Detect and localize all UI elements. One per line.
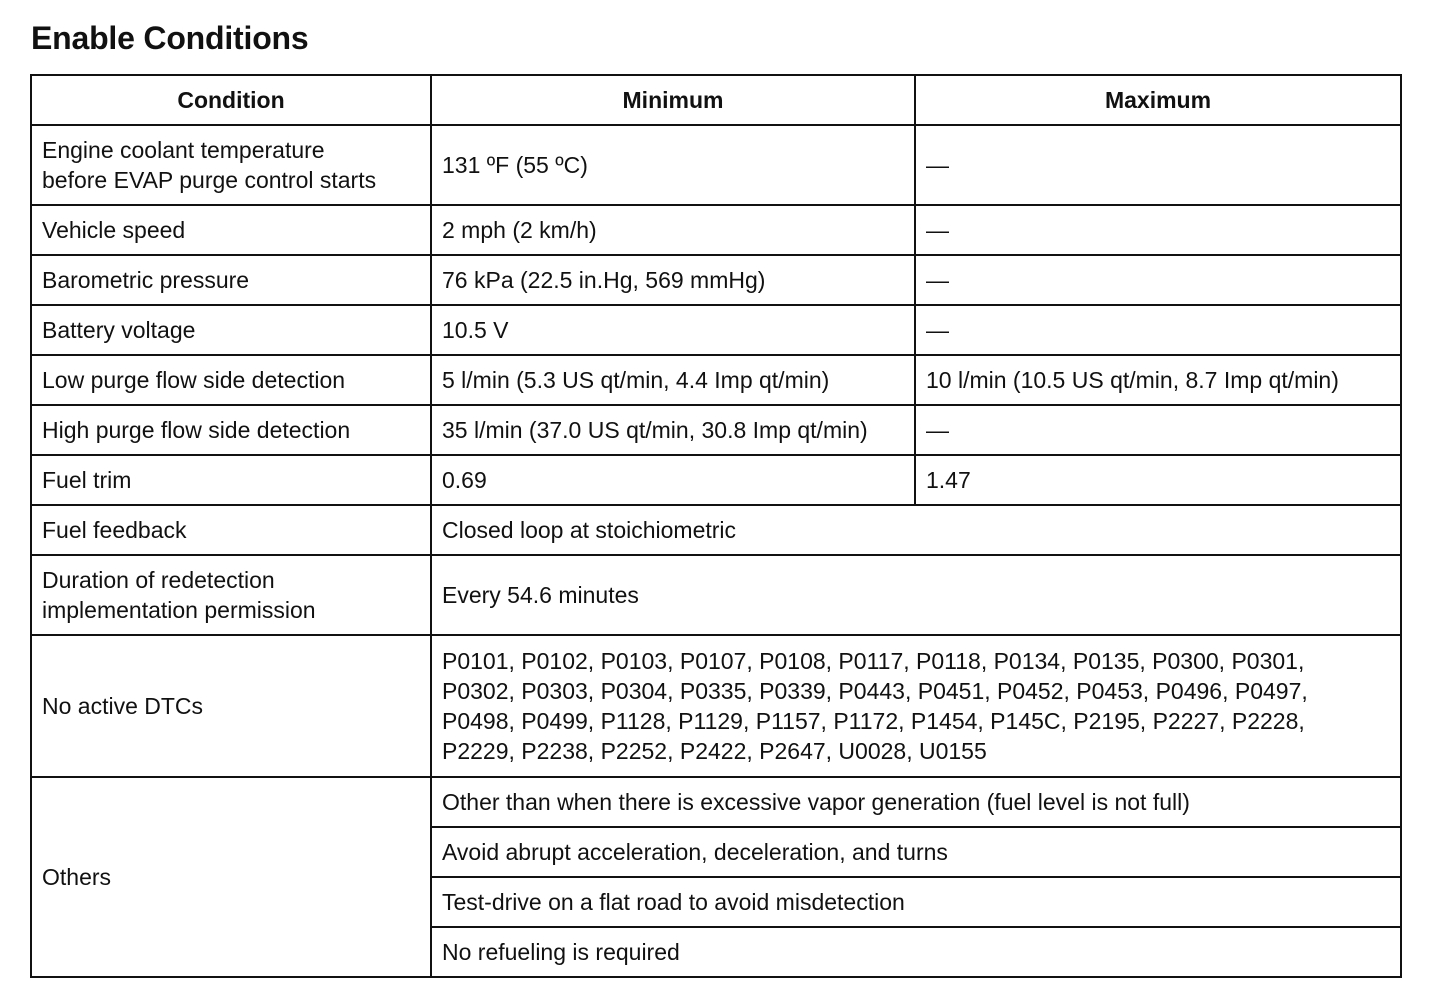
dtc-line: P0101, P0102, P0103, P0107, P0108, P0117, P0118, P0134, P0135, P0300, P0301, (442, 648, 1305, 674)
condition-line: Duration of redetection (42, 567, 275, 593)
condition-cell (31, 125, 431, 205)
minimum-cell: 2 mph (2 km/h) (431, 205, 915, 255)
table-row (31, 555, 1401, 635)
minimum-cell: 76 kPa (22.5 in.Hg, 569 mmHg) (431, 255, 915, 305)
condition-cell: Low purge flow side detection (31, 355, 431, 405)
table-row (31, 777, 1401, 827)
condition-cell: No active DTCs (31, 635, 431, 777)
maximum-cell: — (915, 255, 1401, 305)
dtc-line: P0498, P0499, P1128, P1129, P1157, P1172, P1454, P145C, P2195, P2227, P2228, (442, 708, 1305, 734)
table-row (31, 205, 1401, 255)
condition-cell (31, 555, 431, 635)
maximum-cell: — (915, 125, 1401, 205)
maximum-cell: — (915, 305, 1401, 355)
dtc-line: P0302, P0303, P0304, P0335, P0339, P0443, P0451, P0452, P0453, P0496, P0497, (442, 678, 1308, 704)
table-row (31, 505, 1401, 555)
value-cell: Every 54.6 minutes (431, 555, 1401, 635)
others-item: Test-drive on a flat road to avoid misdetection (431, 877, 1401, 927)
condition-cell: High purge flow side detection (31, 405, 431, 455)
condition-line: Engine coolant temperature (42, 137, 325, 163)
minimum-cell: 131 ºF (55 ºC) (431, 125, 915, 205)
others-item: Other than when there is excessive vapor generation (fuel level is not full) (431, 777, 1401, 827)
page-title: Enable Conditions (31, 20, 309, 56)
table-row (31, 355, 1401, 405)
condition-line: implementation permission (42, 597, 316, 623)
condition-cell: Others (31, 777, 431, 977)
header-maximum: Maximum (915, 75, 1401, 125)
table-row (31, 255, 1401, 305)
dtc-list-cell (431, 635, 1401, 777)
condition-cell: Fuel feedback (31, 505, 431, 555)
minimum-cell: 0.69 (431, 455, 915, 505)
header-condition: Condition (31, 75, 431, 125)
table-row (31, 635, 1401, 777)
maximum-cell: 1.47 (915, 455, 1401, 505)
condition-cell: Vehicle speed (31, 205, 431, 255)
condition-cell: Fuel trim (31, 455, 431, 505)
condition-cell: Barometric pressure (31, 255, 431, 305)
value-cell: Closed loop at stoichiometric (431, 505, 1401, 555)
table-row (31, 405, 1401, 455)
others-item: No refueling is required (431, 927, 1401, 977)
table-row (31, 125, 1401, 205)
enable-conditions-table (30, 74, 1402, 978)
header-minimum: Minimum (431, 75, 915, 125)
maximum-cell: — (915, 205, 1401, 255)
minimum-cell: 10.5 V (431, 305, 915, 355)
minimum-cell: 5 l/min (5.3 US qt/min, 4.4 Imp qt/min) (431, 355, 915, 405)
maximum-cell: 10 l/min (10.5 US qt/min, 8.7 Imp qt/min) (915, 355, 1401, 405)
dtc-line: P2229, P2238, P2252, P2422, P2647, U0028, U0155 (442, 738, 987, 764)
table-row (31, 455, 1401, 505)
condition-cell: Battery voltage (31, 305, 431, 355)
table-row (31, 305, 1401, 355)
others-item: Avoid abrupt acceleration, deceleration, and turns (431, 827, 1401, 877)
minimum-cell: 35 l/min (37.0 US qt/min, 30.8 Imp qt/min) (431, 405, 915, 455)
maximum-cell: — (915, 405, 1401, 455)
table-header-row (31, 75, 1401, 125)
condition-line: before EVAP purge control starts (42, 167, 377, 193)
